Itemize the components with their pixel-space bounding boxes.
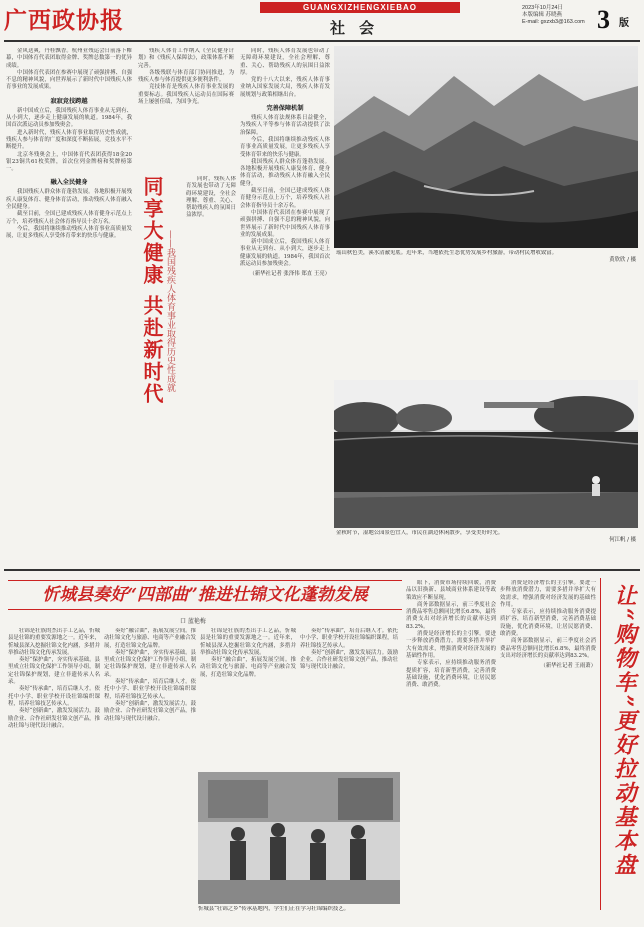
bottom-story-title: 忻城县奏好“四部曲”推进壮锦文化蓬勃发展 — [8, 580, 402, 610]
side-story-title: 让“购物车”更好拉动基本盘 — [611, 584, 637, 878]
paragraph: 奏好“传承曲”，培育后继人才。依托中小学、职业学校开设壮锦编织课程，培养壮锦技艺传承人。 — [104, 679, 196, 700]
paragraph: 专家表示，应持续推动服务消费提质扩容，培育新型消费，完善消费基础设施，优化消费环境，让居民愿消费、敢消费。 — [500, 609, 596, 638]
top-rule — [4, 40, 640, 42]
paragraph: 今后，我国将继续推动残疾人体育事业高质量发展，让更多残疾人享受体育带来的快乐与健康。 — [240, 136, 330, 158]
paragraph: 竞技体育是残疾人体育事业发展的重要标志。我国残疾人运动员在国际赛场上屡创佳绩，为国争光。 — [138, 84, 234, 106]
caption-credit: 黄欣欣 / 摄 — [609, 257, 636, 263]
section-title: 社会 — [330, 19, 389, 37]
paragraph: 商务部数据显示，前三季度社会消费品零售总额同比增长6.8%，最终消费支出对经济增长的贡献率达到83.2%。 — [406, 601, 496, 630]
paragraph: 我国残疾人群众体育蓬勃发展。各地积极开展残疾人康复体育、健身体育活动，推动残疾人体育融入全民健身。 — [6, 189, 132, 211]
issue-date: 2023年10月24日 — [522, 5, 563, 11]
page-number: 3 — [597, 5, 610, 34]
top-story-title: 同享大健康 共赴新时代 — [140, 176, 164, 405]
bottom-story-col-1 — [8, 628, 100, 920]
bottom-story-col-3 — [200, 628, 296, 768]
paragraph: 新中国成立后，我国残疾人体育事业从无到有、从小到大，逐步走上健康发展的轨道。1984年，我国首次派运动员参加残奥会。 — [240, 239, 330, 268]
top-story-col-1 — [6, 48, 132, 563]
paragraph: 奏好“创新曲”，激发发展活力。鼓励企业、合作社研发壮锦文创产品，推动壮锦与现代设计融合。 — [8, 708, 100, 729]
lake-photo — [334, 380, 638, 528]
paragraph: 同时，残疾人体育发展也带动了无障碍环境建设，全社会理解、尊重、关心、帮助残疾人的氛围日益浓厚。 — [240, 48, 330, 76]
photo-caption-1 — [336, 250, 636, 270]
paragraph: 奏好“创新曲”，激发发展活力。鼓励企业、合作社研发壮锦文创产品，推动壮锦与现代设计融合。 — [300, 649, 398, 671]
paragraph: 奏好“创新曲”，激发发展活力。鼓励企业、合作社研发壮锦文创产品，推动壮锦与现代设计融合。 — [104, 700, 196, 722]
paragraph: 奏好“融合曲”，拓展发展空间。推动壮锦文化与旅游、电商等产业融合发展，打造壮锦文化品牌。 — [104, 628, 196, 649]
paragraph: 残疾人体育工作纳入《全民健身计划》和《残疾人保障法》，政策体系不断完善。 — [138, 48, 234, 69]
paragraph: 奏好“传承曲”，培育后继人才。依托中小学、职业学校开设壮锦编织课程，培养壮锦技艺传承人。 — [300, 628, 398, 649]
masthead — [0, 0, 644, 42]
paragraph: 残疾人体育法规体系日益健全，为残疾人平等参与体育活动提供了法治保障。 — [240, 115, 330, 136]
paragraph: 消费是经济增长的主引擎。要进一步释放消费潜力，需要多措并举扩大有效需求，增强消费对经济发展的基础性作用。 — [500, 580, 596, 608]
pinyin-banner: GUANGXIZHENGXIEBAO — [260, 2, 460, 13]
paragraph: 壮锦是壮族的杰出手工艺品，忻城县是壮锦的重要发源地之一。近年来，忻城县深入挖掘壮锦文化内涵，多措并举推动壮锦文化传承发展。 — [200, 628, 296, 656]
subhead: 完善保障机制 — [266, 105, 304, 113]
bottom-story-col-4 — [300, 628, 398, 768]
paragraph: 北京冬残奥会上，中国体育代表团获得18金20银23铜共61枚奖牌，首次位列金牌榜和奖牌榜第一。 — [6, 151, 132, 173]
paragraph: 商务部数据显示，前三季度社会消费品零售总额同比增长6.8%，最终消费支出对经济增长的贡献率达到83.2%。 — [500, 638, 596, 659]
paragraph: 中国体育代表团在参赛中展现了顽强拼搏、自强不息的精神风貌，向世界展示了新时代中国残疾人体育事业的发展成果。 — [6, 69, 132, 91]
caption-text: 瑶山秋色美，溪水清澈见底。近年来，当地依托生态优势发展乡村旅游，带动村民增收致富。 — [336, 250, 558, 256]
side-story-col-2 — [500, 580, 596, 920]
newspaper-logo: 广西政协报 — [4, 7, 124, 34]
side-story-byline: （新华社记者 王雨萧） — [540, 663, 596, 670]
top-story-col-2a — [138, 48, 234, 174]
paragraph: 进入新时代，残疾人体育事业取得历史性成就，残疾人参与体育的广度和深度不断拓展，竞技水平不断提升。 — [6, 129, 132, 151]
mountain-photo — [334, 46, 638, 248]
paragraph: 奏好“保护曲”，夯实传承基础。县里成立壮锦文化保护工作领导小组，制定壮锦保护规划，建立非遗传承人名录。 — [8, 657, 100, 686]
paragraph: 截至目前，全国已建成残疾人体育健身示范点上万个，培养残疾人社会体育指导员十余万名。 — [6, 211, 132, 225]
bottom-story-byline: 口 蓝艳梅 — [180, 618, 206, 625]
section-divider — [4, 569, 640, 571]
top-story-byline: （新华社记者 张泽伟 郑直 王亮） — [249, 271, 330, 278]
paragraph: 金风送爽，丹桂飘香。杭州亚残运会日前落下帷幕，中国体育代表团取得金牌、奖牌总数第一的优异成绩。 — [6, 48, 132, 69]
paragraph: 各级残联与体育部门协同推进，为残疾人参与体育提供更多便利条件。 — [138, 69, 234, 84]
paragraph: 中国体育代表团在参赛中展现了顽强拼搏、自强不息的精神风貌，向世界展示了新时代中国残疾人体育事业的发展成果。 — [240, 209, 330, 238]
paragraph: 党的十八大以来，残疾人体育事业纳入国家发展大局，残疾人体育发展规划与政策相继出台。 — [240, 77, 330, 98]
top-story-col-3 — [240, 48, 330, 563]
issue-info — [522, 5, 585, 26]
paragraph: 截至目前，全国已建成残疾人体育健身示范点上万个，培养残疾人社会体育指导员十余万名。 — [240, 188, 330, 209]
page-suffix: 版 — [619, 18, 629, 29]
side-story-col-1 — [406, 580, 496, 920]
paragraph: 奏好“传承曲”，培育后继人才。依托中小学、职业学校开设壮锦编织课程，培养壮锦技艺传承人。 — [8, 686, 100, 707]
issue-editor: 本版编辑 苏晓燕 — [522, 12, 563, 18]
paragraph: 眼下，消费市场持续回暖，消费品以旧换新、县域商业体系建设等政策效应不断显现。 — [406, 580, 496, 601]
bottom-story-col-2 — [104, 628, 196, 920]
photo-caption-3 — [198, 906, 400, 922]
caption-text: 金秋时节，湿地公园景色宜人，市民在湖边休闲散步，享受美好时光。 — [336, 530, 504, 536]
brocade-photo — [198, 772, 400, 904]
caption-credit: 何江帆 / 摄 — [609, 537, 636, 543]
subhead: 融入全民健身 — [50, 179, 88, 187]
paragraph: 我国残疾人群众体育蓬勃发展。各地积极开展残疾人康复体育、健身体育活动，推动残疾人体育融入全民健身。 — [240, 158, 330, 187]
paragraph: 同时，残疾人体育发展也带动了无障碍环境建设，全社会理解、尊重、关心、帮助残疾人的氛围日益浓厚。 — [186, 176, 236, 219]
paragraph: 新中国成立后，我国残疾人体育事业从无到有、从小到大，逐步走上健康发展的轨道。1984年，我国首次派运动员参加残奥会。 — [6, 107, 132, 129]
issue-email: E-mail: gxzxb3@163.com — [522, 19, 585, 25]
subhead: 寂寂竞技跨越 — [50, 97, 88, 105]
top-story-subtitle: ——我国残疾人体育事业取得历史性成就 — [165, 230, 175, 392]
top-story-col-2b — [186, 176, 236, 296]
paragraph: 专家表示，应持续推动服务消费提质扩容，培育新型消费，完善消费基础设施，优化消费环境，让居民愿消费、敢消费。 — [406, 660, 496, 689]
paragraph: 奏好“保护曲”，夯实传承基础。县里成立壮锦文化保护工作领导小组，制定壮锦保护规划，建立非遗传承人名录。 — [104, 649, 196, 678]
paragraph: 壮锦是壮族的杰出手工艺品，忻城县是壮锦的重要发源地之一。近年来，忻城县深入挖掘壮锦文化内涵，多措并举推动壮锦文化传承发展。 — [8, 628, 100, 656]
paragraph: 消费是经济增长的主引擎。要进一步释放消费潜力，需要多措并举扩大有效需求，增强消费对经济发展的基础性作用。 — [406, 631, 496, 659]
photo-caption-2 — [336, 530, 636, 548]
paragraph: 奏好“融合曲”，拓展发展空间。推动壮锦文化与旅游、电商等产业融合发展，打造壮锦文化品牌。 — [200, 657, 296, 678]
caption-text: 忻城县“壮锦之乡”传承基地内，学生们正在学习壮锦编织技艺。 — [198, 906, 350, 912]
paragraph: 今后，我国将继续推动残疾人体育事业高质量发展，让更多残疾人享受体育带来的快乐与健康。 — [6, 225, 132, 240]
